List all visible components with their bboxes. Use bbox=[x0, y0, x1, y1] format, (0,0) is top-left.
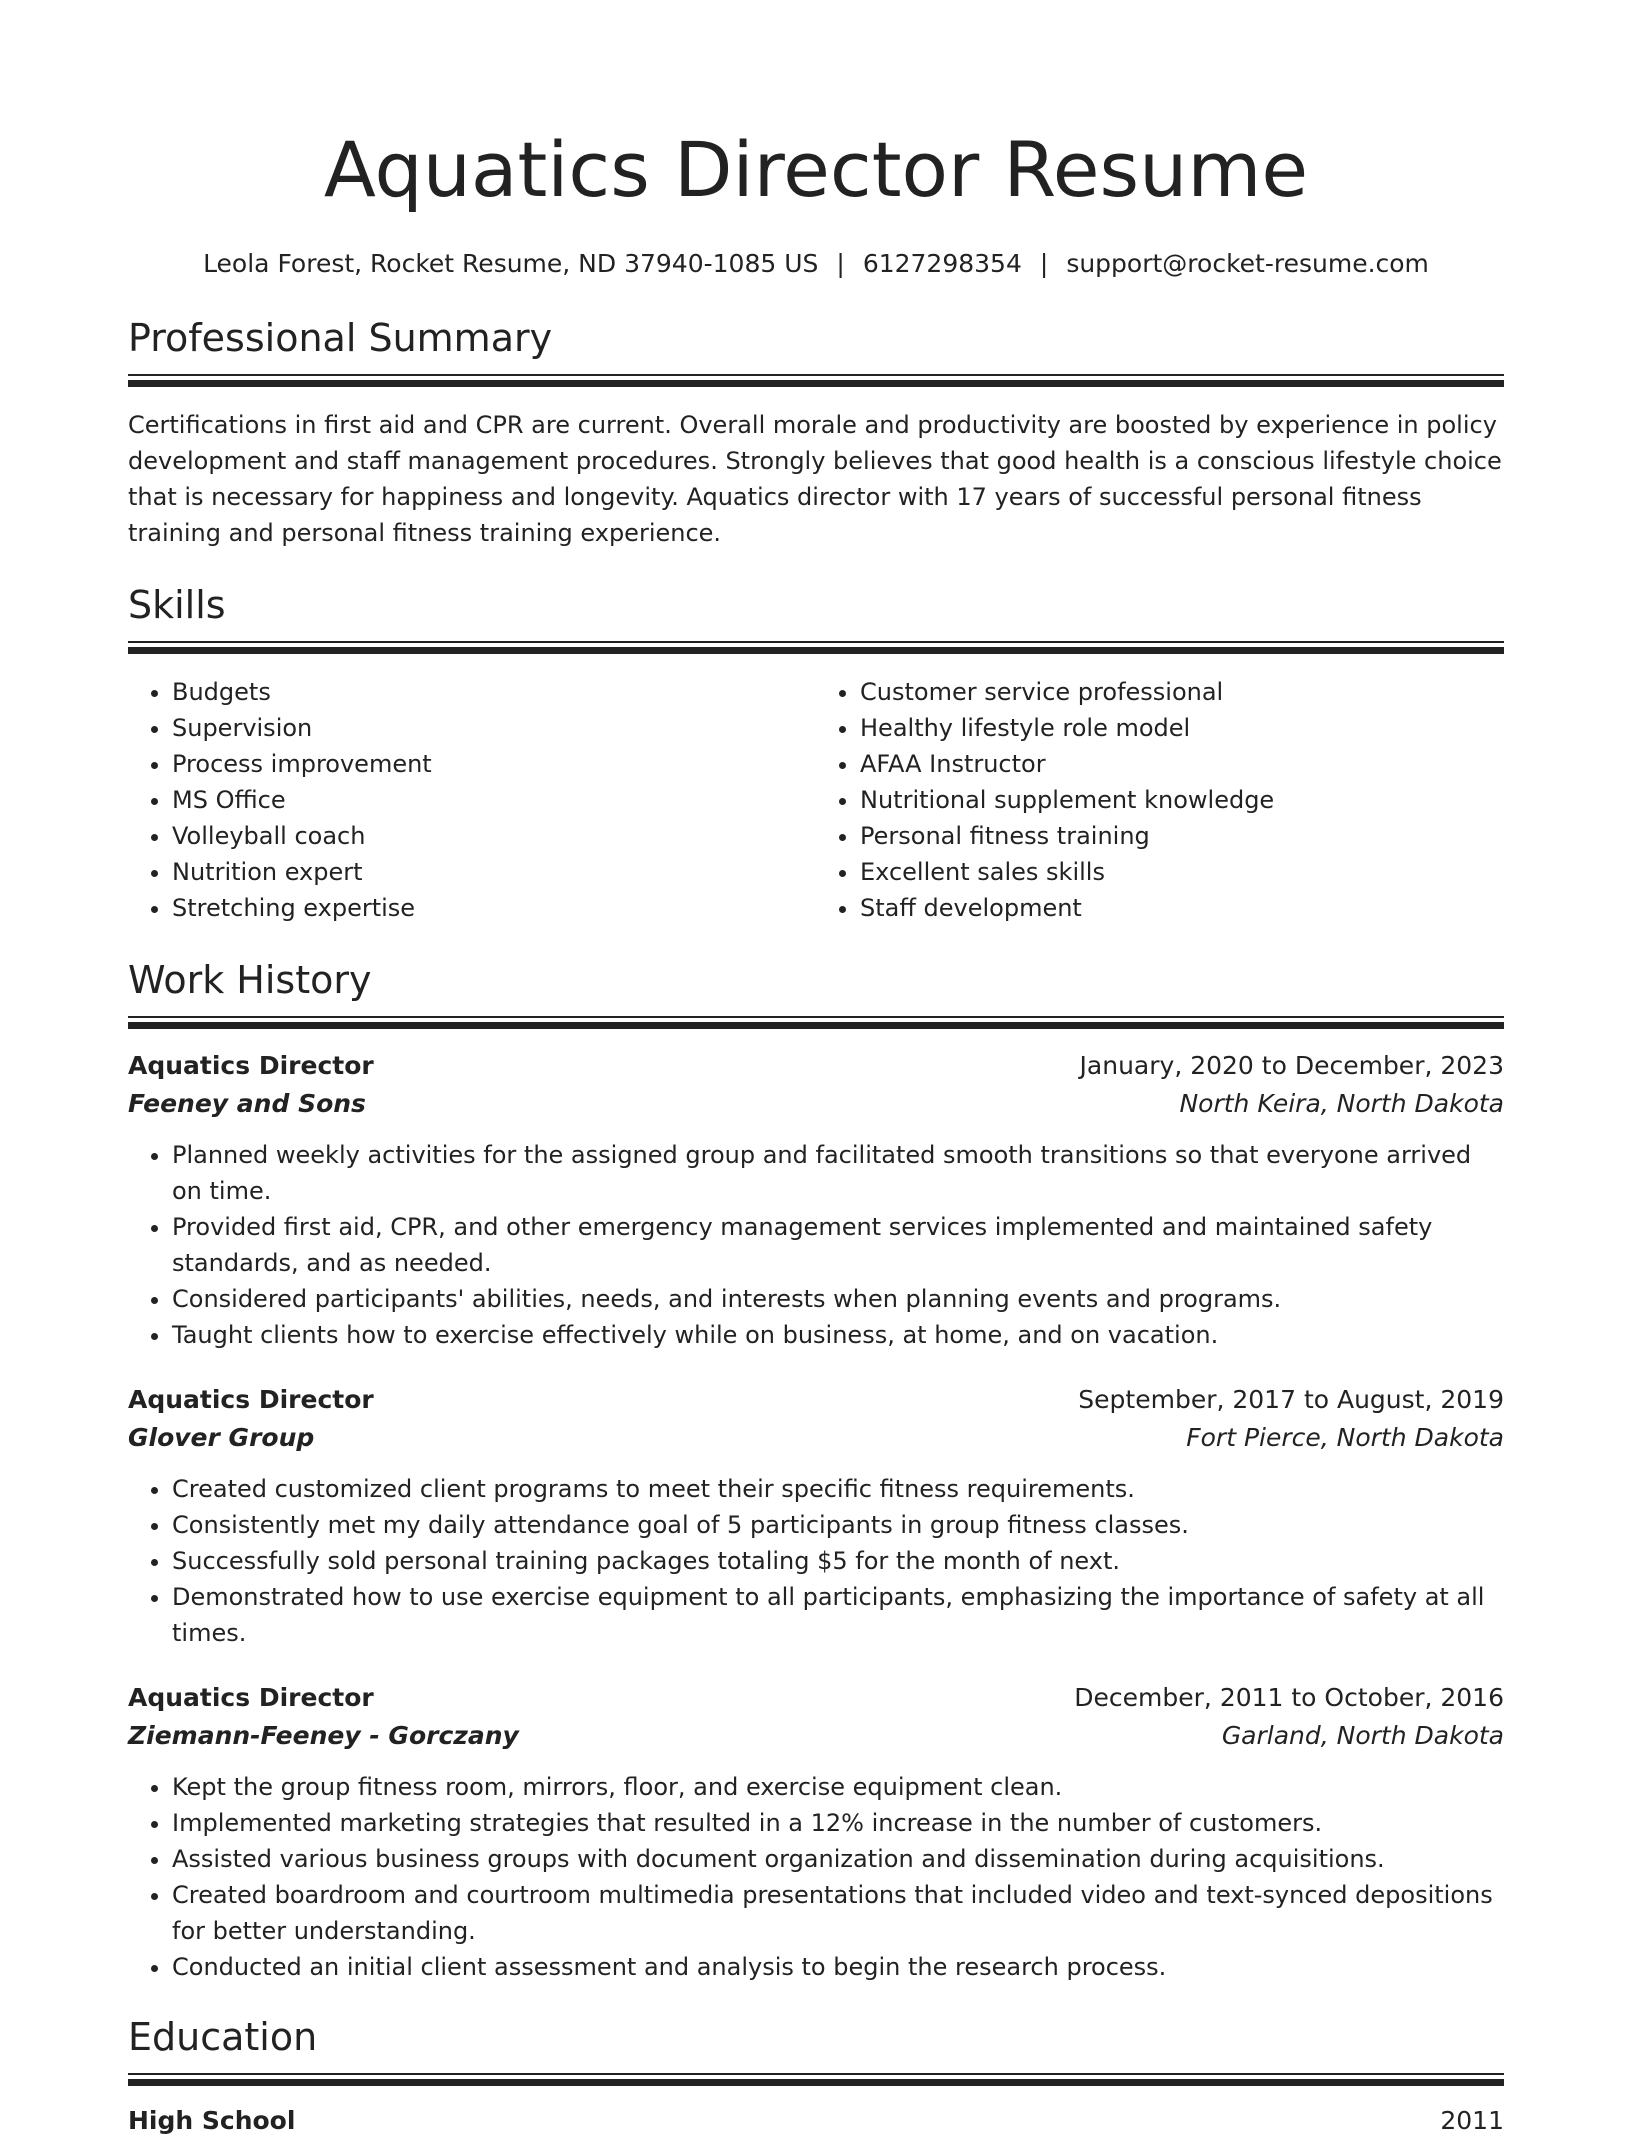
education-year: 2011 bbox=[1440, 2106, 1504, 2135]
job-bullet: • Kept the group fitness room, mirrors, floor, and exercise equipment clean. bbox=[172, 1769, 1504, 1805]
skills-section bbox=[128, 581, 1504, 926]
skill-item: • Nutrition expert bbox=[172, 854, 816, 890]
job-bullet: • Taught clients how to exercise effectively while on business, at home, and on vacation. bbox=[172, 1317, 1504, 1353]
job-entry bbox=[128, 1679, 1504, 1985]
skill-item: • Volleyball coach bbox=[172, 818, 816, 854]
job-header bbox=[128, 1047, 1504, 1085]
skill-item: • Process improvement bbox=[172, 746, 816, 782]
job-company: Glover Group bbox=[128, 1423, 315, 1452]
job-location: Fort Pierce, North Dakota bbox=[1186, 1423, 1504, 1452]
section-divider bbox=[128, 1016, 1504, 1029]
job-header bbox=[128, 1679, 1504, 1717]
contact-line bbox=[128, 246, 1504, 282]
job-location: Garland, North Dakota bbox=[1221, 1721, 1504, 1750]
skill-item: • Supervision bbox=[172, 710, 816, 746]
skill-item: • Nutritional supplement knowledge bbox=[860, 782, 1504, 818]
summary-text: Certifications in first aid and CPR are current. Overall morale and productivity are boosted by experience in policy development and staff management procedures. Strongly believes that good health is a conscious lifestyle choice that is necessary for happiness and longevity. Aquatics director with 17 years of successful personal fitness training and personal fitness training experience. bbox=[128, 411, 1502, 547]
job-title: Aquatics Director bbox=[128, 1385, 374, 1414]
contact-separator: | bbox=[1039, 249, 1049, 278]
job-bullets bbox=[128, 1471, 1504, 1651]
job-company: Ziemann-Feeney - Gorczany bbox=[128, 1721, 519, 1750]
skills-columns bbox=[128, 674, 1504, 926]
resume-title: Aquatics Director Resume bbox=[323, 125, 1309, 214]
job-bullet: • Conducted an initial client assessment and analysis to begin the research process. bbox=[172, 1949, 1504, 1985]
job-entry bbox=[128, 1381, 1504, 1651]
skill-item: • Personal fitness training bbox=[860, 818, 1504, 854]
section-divider bbox=[128, 2073, 1504, 2086]
job-company: Feeney and Sons bbox=[128, 1089, 366, 1118]
job-bullet: • Demonstrated how to use exercise equipment to all participants, emphasizing the importance of safety at all times. bbox=[172, 1579, 1504, 1651]
summary-section bbox=[128, 314, 1504, 551]
job-bullet: • Created boardroom and courtroom multimedia presentations that included video and text-synced depositions for better understanding. bbox=[172, 1877, 1504, 1949]
job-subheader bbox=[128, 1085, 1504, 1123]
job-entry bbox=[128, 1047, 1504, 1353]
education-entry bbox=[128, 2102, 1504, 2140]
work-history-section bbox=[128, 956, 1504, 1985]
skills-list-left bbox=[128, 674, 816, 926]
section-divider bbox=[128, 641, 1504, 654]
skill-item: • Stretching expertise bbox=[172, 890, 816, 926]
job-title: Aquatics Director bbox=[128, 1051, 374, 1080]
job-bullet: • Implemented marketing strategies that resulted in a 12% increase in the number of customers. bbox=[172, 1805, 1504, 1841]
skill-item: • AFAA Instructor bbox=[860, 746, 1504, 782]
job-dates: January, 2020 to December, 2023 bbox=[1079, 1051, 1504, 1080]
job-subheader bbox=[128, 1419, 1504, 1457]
education-heading: Education bbox=[128, 2015, 318, 2059]
job-bullet: • Assisted various business groups with document organization and dissemination during acquisitions. bbox=[172, 1841, 1504, 1877]
job-subheader bbox=[128, 1717, 1504, 1755]
skill-item: • Excellent sales skills bbox=[860, 854, 1504, 890]
work-history-heading: Work History bbox=[128, 958, 372, 1002]
contact-separator: | bbox=[836, 249, 845, 278]
job-title: Aquatics Director bbox=[128, 1683, 374, 1712]
education-degree: High School bbox=[128, 2106, 296, 2135]
skill-item: • Customer service professional bbox=[860, 674, 1504, 710]
skill-item: • Healthy lifestyle role model bbox=[860, 710, 1504, 746]
job-bullet: • Consistently met my daily attendance goal of 5 participants in group fitness classes. bbox=[172, 1507, 1504, 1543]
skills-list-right bbox=[816, 674, 1504, 926]
job-dates: December, 2011 to October, 2016 bbox=[1074, 1683, 1504, 1712]
contact-email: support@rocket-resume.com bbox=[1066, 249, 1429, 278]
job-bullet: • Successfully sold personal training packages totaling $5 for the month of next. bbox=[172, 1543, 1504, 1579]
skill-item: • Budgets bbox=[172, 674, 816, 710]
job-bullets bbox=[128, 1137, 1504, 1353]
job-header bbox=[128, 1381, 1504, 1419]
summary-heading: Professional Summary bbox=[128, 316, 553, 360]
job-bullets bbox=[128, 1769, 1504, 1985]
job-bullet: • Provided first aid, CPR, and other emergency management services implemented and maintained safety standards, and as needed. bbox=[172, 1209, 1504, 1281]
skill-item: • Staff development bbox=[860, 890, 1504, 926]
job-dates: September, 2017 to August, 2019 bbox=[1078, 1385, 1504, 1414]
skills-heading: Skills bbox=[128, 583, 226, 627]
job-location: North Keira, North Dakota bbox=[1179, 1089, 1504, 1118]
skill-item: • MS Office bbox=[172, 782, 816, 818]
job-bullet: • Created customized client programs to meet their specific fitness requirements. bbox=[172, 1471, 1504, 1507]
contact-phone: 6127298354 bbox=[862, 249, 1022, 278]
education-section bbox=[128, 2013, 1504, 2140]
contact-address: Leola Forest, Rocket Resume, ND 37940-1085 US bbox=[203, 249, 819, 278]
section-divider bbox=[128, 374, 1504, 387]
job-bullet: • Planned weekly activities for the assigned group and facilitated smooth transitions so that everyone arrived on time. bbox=[172, 1137, 1504, 1209]
job-bullet: • Considered participants' abilities, needs, and interests when planning events and programs. bbox=[172, 1281, 1504, 1317]
